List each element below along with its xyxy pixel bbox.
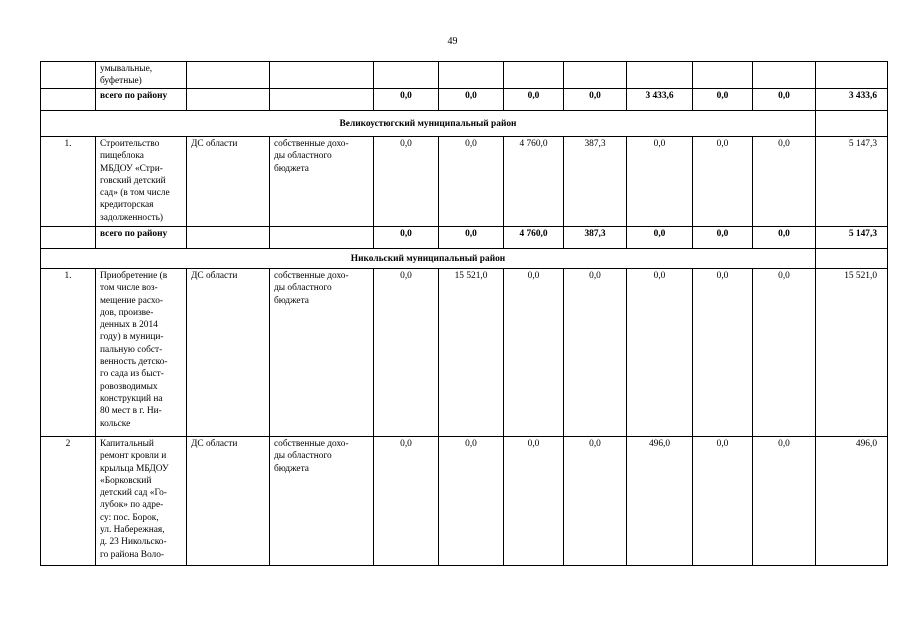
amount-cell: 15 521,0 <box>439 269 504 437</box>
source-cell: собственные дохо- ды областного бюджета <box>270 137 374 227</box>
amount-cell: 4 760,0 <box>504 227 564 249</box>
amount-cell: 0,0 <box>374 89 439 111</box>
amount-cell: 0,0 <box>374 227 439 249</box>
amount-cell: 387,3 <box>564 227 627 249</box>
amount-cell: 3 433,6 <box>627 89 693 111</box>
type-cell: ДС области <box>187 137 270 227</box>
type-cell <box>187 89 270 111</box>
amount-cell: 0,0 <box>627 269 693 437</box>
total-label: всего по району <box>96 227 187 249</box>
row-number-cell <box>41 89 96 111</box>
object-name-cell: умывальные, буфетные) <box>96 62 187 89</box>
page-number: 49 <box>447 36 458 47</box>
amount-cell: 5 147,3 <box>816 227 888 249</box>
source-cell <box>270 62 374 89</box>
amount-cell: 0,0 <box>564 89 627 111</box>
row-number-cell: 2 <box>41 437 96 566</box>
amount-cell <box>627 62 693 89</box>
amount-cell: 0,0 <box>753 437 816 566</box>
amount-cell: 4 760,0 <box>504 137 564 227</box>
section-header-row <box>41 249 888 269</box>
amount-cell: 0,0 <box>439 89 504 111</box>
district-section-title: Никольский муниципальный район <box>41 249 816 269</box>
amount-cell <box>374 62 439 89</box>
table-row <box>41 137 888 227</box>
amount-cell: 0,0 <box>564 269 627 437</box>
district-section-title: Великоустюгский муниципальный район <box>41 111 816 137</box>
row-number-cell: 1. <box>41 269 96 437</box>
amount-cell: 0,0 <box>374 137 439 227</box>
amount-cell: 387,3 <box>564 137 627 227</box>
source-cell <box>270 227 374 249</box>
source-cell: собственные дохо- ды областного бюджета <box>270 437 374 566</box>
amount-cell: 0,0 <box>693 137 753 227</box>
amount-cell: 0,0 <box>374 437 439 566</box>
table-row <box>41 62 888 89</box>
type-cell <box>187 227 270 249</box>
amount-cell: 0,0 <box>753 269 816 437</box>
amount-cell: 15 521,0 <box>816 269 888 437</box>
row-number-cell <box>41 62 96 89</box>
source-cell <box>270 89 374 111</box>
section-header-row <box>41 111 888 137</box>
row-number-cell <box>41 227 96 249</box>
amount-cell: 0,0 <box>504 269 564 437</box>
amount-cell: 496,0 <box>816 437 888 566</box>
amount-cell <box>753 62 816 89</box>
amount-cell: 0,0 <box>627 137 693 227</box>
amount-cell: 0,0 <box>753 227 816 249</box>
amount-cell: 5 147,3 <box>816 137 888 227</box>
amount-cell: 0,0 <box>439 437 504 566</box>
amount-cell: 0,0 <box>753 89 816 111</box>
amount-cell: 0,0 <box>693 227 753 249</box>
type-cell <box>187 62 270 89</box>
amount-cell: 0,0 <box>504 437 564 566</box>
district-total-row <box>41 89 888 111</box>
amount-cell: 3 433,6 <box>816 89 888 111</box>
object-name-cell: Приобретение (в том числе воз- мещение расхо- дов, произве- денных в 2014 году) в муници- пальную собст- венность детско- го сада из быст- ровозводимых конструкций на 80 мест в г. Ни- кольске <box>96 269 187 437</box>
amount-cell <box>564 62 627 89</box>
amount-cell: 0,0 <box>693 437 753 566</box>
section-empty-cell <box>816 111 888 137</box>
type-cell: ДС области <box>187 269 270 437</box>
amount-cell <box>693 62 753 89</box>
amount-cell: 0,0 <box>439 137 504 227</box>
total-label: всего по району <box>96 89 187 111</box>
amount-cell: 496,0 <box>627 437 693 566</box>
amount-cell: 0,0 <box>439 227 504 249</box>
district-total-row <box>41 227 888 249</box>
amount-cell <box>816 62 888 89</box>
amount-cell <box>439 62 504 89</box>
amount-cell: 0,0 <box>753 137 816 227</box>
amount-cell: 0,0 <box>693 269 753 437</box>
amount-cell: 0,0 <box>693 89 753 111</box>
amount-cell: 0,0 <box>627 227 693 249</box>
amount-cell: 0,0 <box>374 269 439 437</box>
source-cell: собственные дохо- ды областного бюджета <box>270 269 374 437</box>
object-name-cell: Строительство пищеблока МБДОУ «Стри- говский детский сад» (в том числе кредиторская задолженность) <box>96 137 187 227</box>
object-name-cell: Капитальный ремонт кровли и крыльца МБДОУ «Борковский детский сад «Го- лубок» по адре- су: пос. Борок, ул. Набережная, д. 23 Никольско- го района Воло- <box>96 437 187 566</box>
budget-table <box>40 61 888 566</box>
section-empty-cell <box>816 249 888 269</box>
type-cell: ДС области <box>187 437 270 566</box>
row-number-cell: 1. <box>41 137 96 227</box>
table-row <box>41 269 888 437</box>
amount-cell: 0,0 <box>504 89 564 111</box>
table-row <box>41 437 888 566</box>
amount-cell <box>504 62 564 89</box>
amount-cell: 0,0 <box>564 437 627 566</box>
